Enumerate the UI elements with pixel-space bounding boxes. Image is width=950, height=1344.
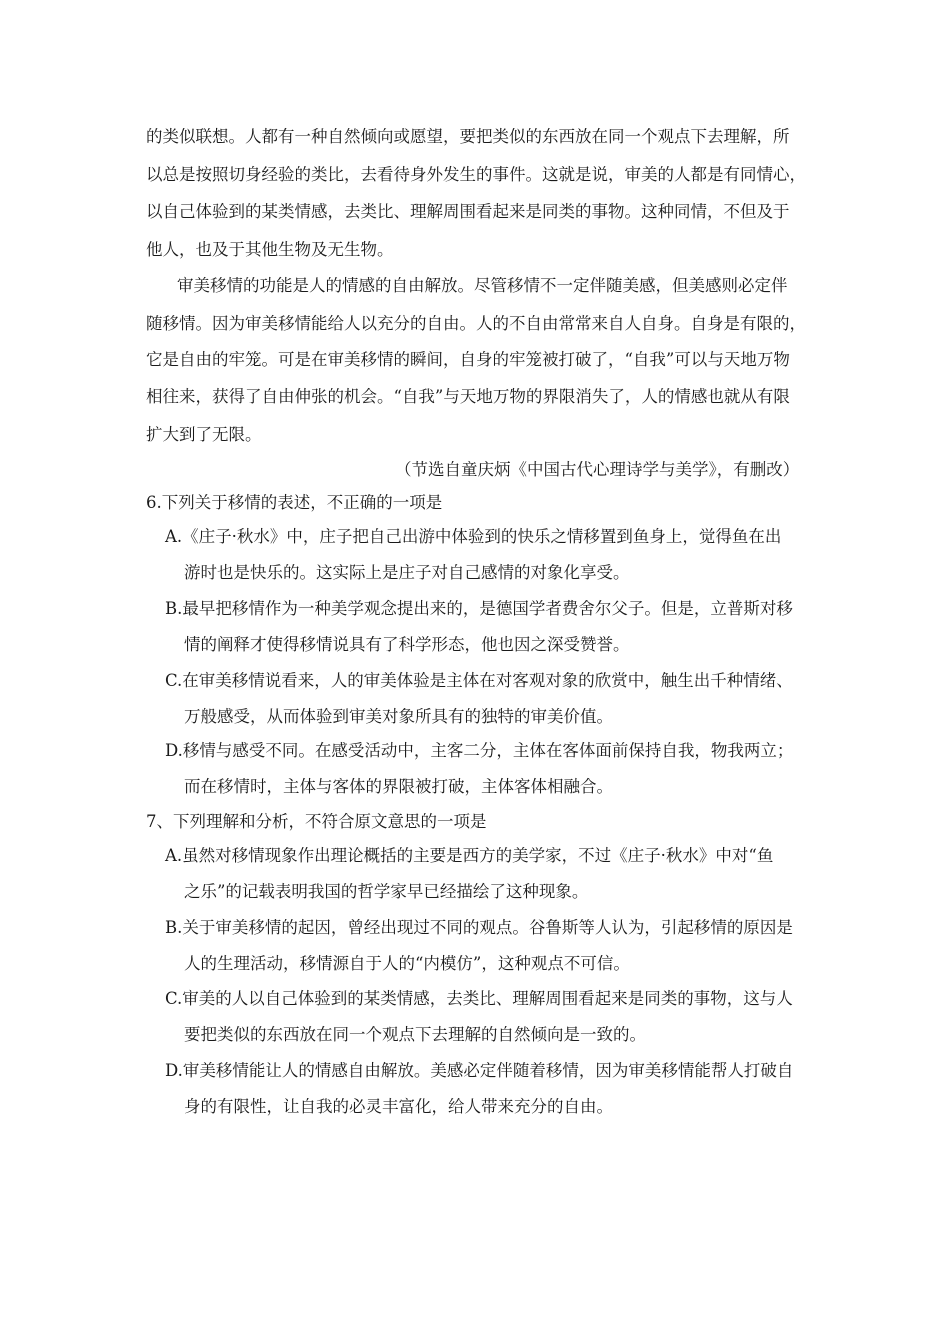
q6-option-a-cont: 游时也是快乐的。这实际上是庄子对自己感情的对象化享受。 xyxy=(184,563,630,582)
q7-option-c-cont: 要把类似的东西放在同一个观点下去理解的自然倾向是一致的。 xyxy=(184,1025,646,1044)
passage-line: 他人，也及于其他生物及无生物。 xyxy=(146,240,394,259)
question-6-stem: 6.下列关于移情的表述，不正确的一项是 xyxy=(146,493,443,512)
q7-option-a: A.虽然对移情现象作出理论概括的主要是西方的美学家，不过《庄子·秋水》中对“鱼 xyxy=(165,846,774,865)
q7-option-b-cont: 人的生理活动，移情源自于人的“内模仿”，这种观点不可信。 xyxy=(184,954,630,973)
q6-option-d-cont: 而在移情时，主体与客体的界限被打破，主体客体相融合。 xyxy=(184,777,613,796)
q7-option-d: D.审美移情能让人的情感自由解放。美感必定伴随着移情，因为审美移情能帮人打破自 xyxy=(165,1061,794,1080)
passage-line: 审美移情的功能是人的情感的自由解放。尽管移情不一定伴随美感，但美感则必定伴 xyxy=(177,276,788,295)
q6-option-b: B.最早把移情作为一种美学观念提出来的，是德国学者费舍尔父子。但是，立普斯对移 xyxy=(165,599,793,618)
q6-option-d: D.移情与感受不同。在感受活动中，主客二分，主体在客体面前保持自我，物我两立； xyxy=(165,741,794,760)
q6-option-c: C.在审美移情说看来，人的审美体验是主体在对客观对象的欣赏中，触生出千种情绪、 xyxy=(165,671,793,690)
question-7-stem: 7、下列理解和分析，不符合原文意思的一项是 xyxy=(146,812,487,831)
q7-option-c: C.审美的人以自己体验到的某类情感，去类比、理解周围看起来是同类的事物，这与人 xyxy=(165,989,793,1008)
q7-option-b: B.关于审美移情的起因，曾经出现过不同的观点。谷鲁斯等人认为，引起移情的原因是 xyxy=(165,918,793,937)
passage-line: 它是自由的牢笼。可是在审美移情的瞬间，自身的牢笼被打破了，“自我”可以与天地万物 xyxy=(146,350,790,369)
passage-line: 的类似联想。人都有一种自然倾向或愿望，要把类似的东西放在同一个观点下去理解，所 xyxy=(146,127,790,146)
q6-option-c-cont: 万般感受，从而体验到审美对象所具有的独特的审美价值。 xyxy=(184,707,613,726)
q7-option-a-cont: 之乐”的记载表明我国的哲学家早已经描绘了这种现象。 xyxy=(184,882,589,901)
passage-line: 相往来，获得了自由伸张的机会。“自我”与天地万物的界限消失了，人的情感也就从有限 xyxy=(146,387,790,406)
source-citation: （节选自童庆炳《中国古代心理诗学与美学》，有删改） xyxy=(395,460,800,479)
passage-line: 以总是按照切身经验的类比，去看待身外发生的事件。这就是说，审美的人都是有同情心， xyxy=(146,165,806,184)
q7-option-d-cont: 身的有限性，让自我的必灵丰富化，给人带来充分的自由。 xyxy=(184,1097,613,1116)
passage-line: 以自己体验到的某类情感，去类比、理解周围看起来是同类的事物。这种同情，不但及于 xyxy=(146,202,790,221)
passage-line: 随移情。因为审美移情能给人以充分的自由。人的不自由常常来自人自身。自身是有限的， xyxy=(146,314,806,333)
passage-line: 扩大到了无限。 xyxy=(146,425,262,444)
q6-option-b-cont: 情的阐释才使得移情说具有了科学形态，他也因之深受赞誉。 xyxy=(184,635,630,654)
q6-option-a: A.《庄子·秋水》中，庄子把自己出游中体验到的快乐之情移置到鱼身上，觉得鱼在出 xyxy=(165,527,782,546)
